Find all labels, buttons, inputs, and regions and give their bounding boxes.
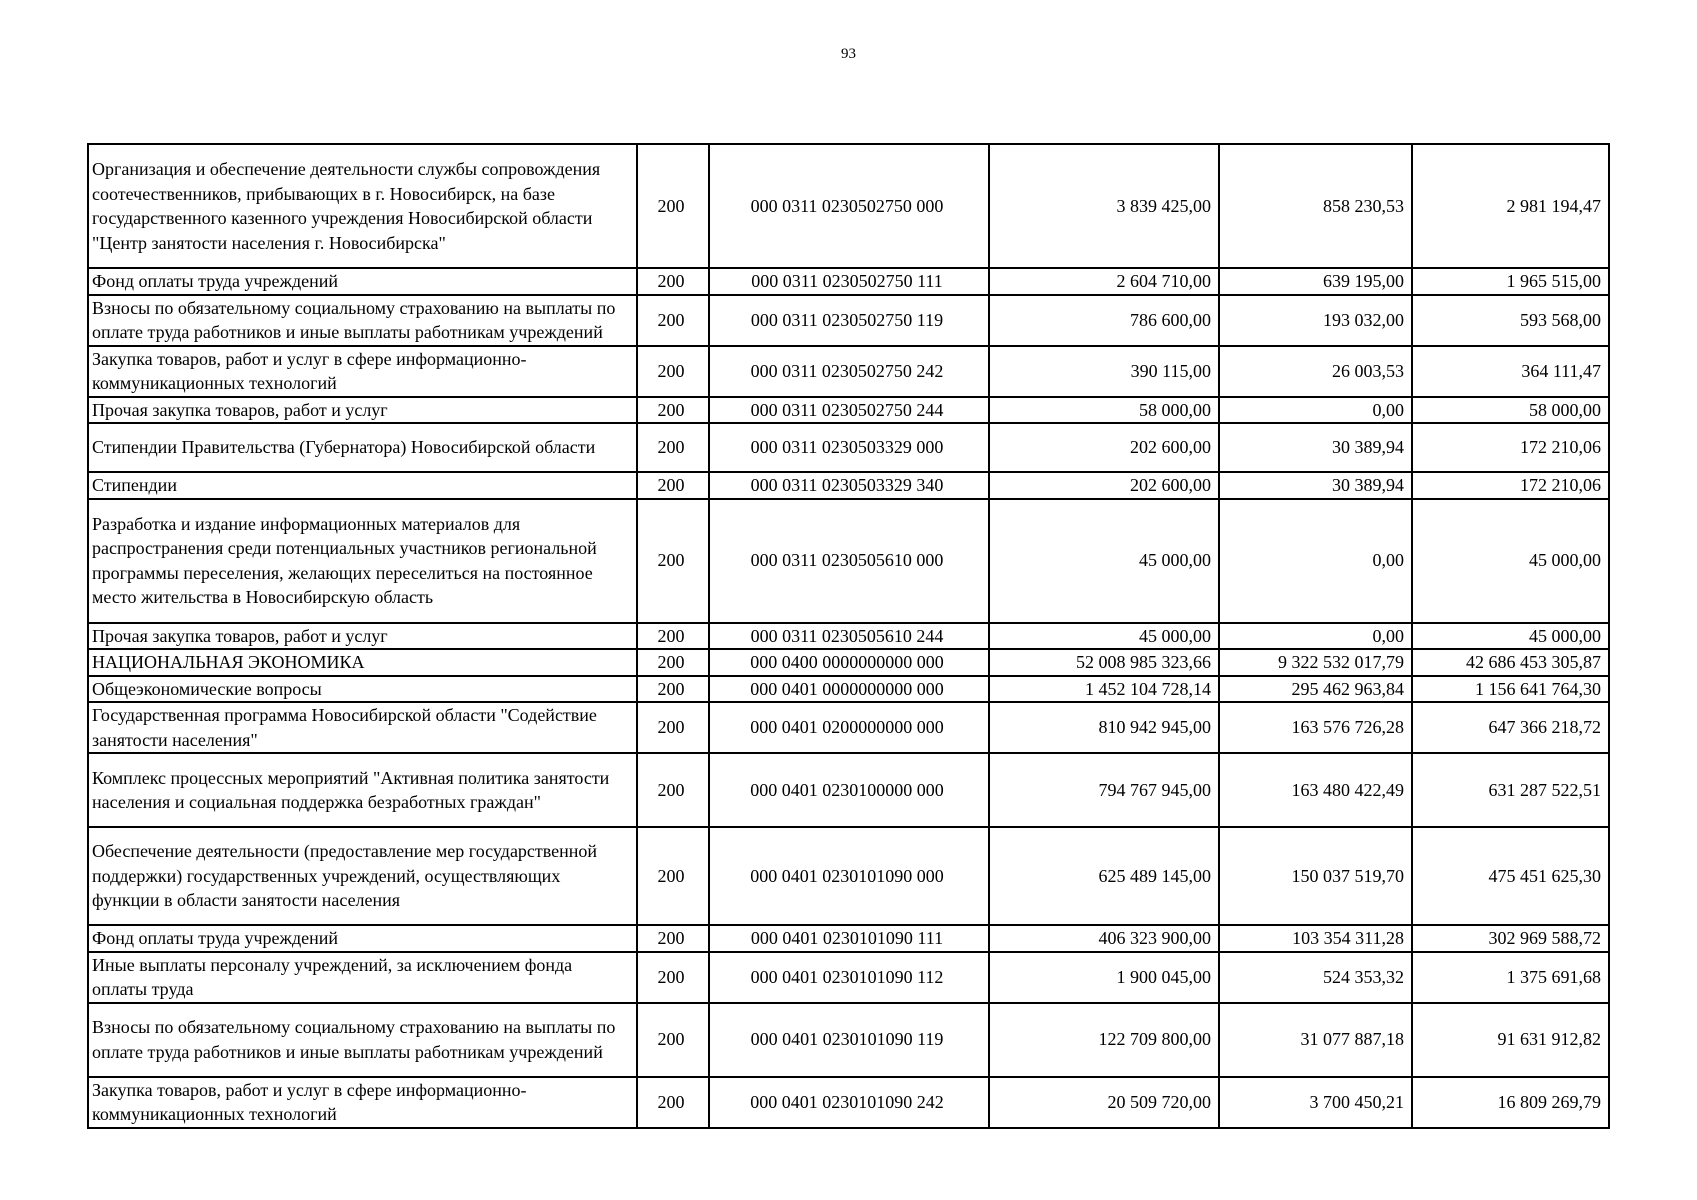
row-kbk: 000 0401 0230101090 119 bbox=[709, 1003, 989, 1077]
row-executed: 3 700 450,21 bbox=[1219, 1077, 1412, 1128]
table-row bbox=[88, 423, 1609, 472]
row-executed: 524 353,32 bbox=[1219, 952, 1412, 1003]
row-executed: 103 354 311,28 bbox=[1219, 925, 1412, 952]
row-name: Стипендии bbox=[88, 472, 637, 499]
row-kbk: 000 0311 0230505610 000 bbox=[709, 499, 989, 623]
row-approved: 122 709 800,00 bbox=[989, 1003, 1219, 1077]
table-row bbox=[88, 268, 1609, 295]
row-executed: 30 389,94 bbox=[1219, 472, 1412, 499]
table-body bbox=[88, 144, 1609, 1128]
row-code: 200 bbox=[637, 952, 709, 1003]
row-unexecuted: 631 287 522,51 bbox=[1412, 753, 1609, 827]
row-code: 200 bbox=[637, 753, 709, 827]
table-row bbox=[88, 952, 1609, 1003]
row-approved: 3 839 425,00 bbox=[989, 144, 1219, 268]
row-approved: 58 000,00 bbox=[989, 397, 1219, 424]
row-unexecuted: 1 965 515,00 bbox=[1412, 268, 1609, 295]
row-code: 200 bbox=[637, 397, 709, 424]
row-unexecuted: 172 210,06 bbox=[1412, 472, 1609, 499]
row-code: 200 bbox=[637, 649, 709, 676]
row-unexecuted: 45 000,00 bbox=[1412, 623, 1609, 650]
row-executed: 639 195,00 bbox=[1219, 268, 1412, 295]
row-executed: 193 032,00 bbox=[1219, 295, 1412, 346]
row-kbk: 000 0401 0230101090 000 bbox=[709, 827, 989, 925]
row-name: Закупка товаров, работ и услуг в сфере информационно-коммуникационных технологий bbox=[88, 1077, 637, 1128]
row-kbk: 000 0401 0200000000 000 bbox=[709, 702, 989, 753]
row-executed: 163 576 726,28 bbox=[1219, 702, 1412, 753]
row-kbk: 000 0401 0000000000 000 bbox=[709, 676, 989, 703]
row-name: Взносы по обязательному социальному страхованию на выплаты по оплате труда работников и иные выплаты работникам учреждений bbox=[88, 1003, 637, 1077]
table-row bbox=[88, 144, 1609, 268]
row-name: Фонд оплаты труда учреждений bbox=[88, 268, 637, 295]
table-row bbox=[88, 346, 1609, 397]
table-row bbox=[88, 753, 1609, 827]
row-unexecuted: 45 000,00 bbox=[1412, 499, 1609, 623]
row-executed: 30 389,94 bbox=[1219, 423, 1412, 472]
row-executed: 9 322 532 017,79 bbox=[1219, 649, 1412, 676]
row-approved: 20 509 720,00 bbox=[989, 1077, 1219, 1128]
row-executed: 163 480 422,49 bbox=[1219, 753, 1412, 827]
budget-table bbox=[87, 143, 1610, 1129]
row-unexecuted: 475 451 625,30 bbox=[1412, 827, 1609, 925]
row-code: 200 bbox=[637, 925, 709, 952]
row-unexecuted: 2 981 194,47 bbox=[1412, 144, 1609, 268]
row-approved: 810 942 945,00 bbox=[989, 702, 1219, 753]
row-approved: 52 008 985 323,66 bbox=[989, 649, 1219, 676]
row-kbk: 000 0311 0230503329 000 bbox=[709, 423, 989, 472]
page-number: 93 bbox=[841, 46, 856, 62]
row-name: Закупка товаров, работ и услуг в сфере информационно-коммуникационных технологий bbox=[88, 346, 637, 397]
row-unexecuted: 172 210,06 bbox=[1412, 423, 1609, 472]
row-approved: 390 115,00 bbox=[989, 346, 1219, 397]
row-code: 200 bbox=[637, 676, 709, 703]
row-unexecuted: 647 366 218,72 bbox=[1412, 702, 1609, 753]
row-name: Общеэкономические вопросы bbox=[88, 676, 637, 703]
row-approved: 202 600,00 bbox=[989, 423, 1219, 472]
row-approved: 2 604 710,00 bbox=[989, 268, 1219, 295]
row-executed: 26 003,53 bbox=[1219, 346, 1412, 397]
table-row bbox=[88, 623, 1609, 650]
row-unexecuted: 16 809 269,79 bbox=[1412, 1077, 1609, 1128]
row-executed: 0,00 bbox=[1219, 397, 1412, 424]
row-unexecuted: 58 000,00 bbox=[1412, 397, 1609, 424]
row-unexecuted: 593 568,00 bbox=[1412, 295, 1609, 346]
row-executed: 31 077 887,18 bbox=[1219, 1003, 1412, 1077]
row-code: 200 bbox=[637, 623, 709, 650]
row-code: 200 bbox=[637, 472, 709, 499]
row-approved: 625 489 145,00 bbox=[989, 827, 1219, 925]
row-kbk: 000 0311 0230505610 244 bbox=[709, 623, 989, 650]
row-approved: 794 767 945,00 bbox=[989, 753, 1219, 827]
row-kbk: 000 0311 0230502750 119 bbox=[709, 295, 989, 346]
table-row bbox=[88, 702, 1609, 753]
row-name: Взносы по обязательному социальному страхованию на выплаты по оплате труда работников и иные выплаты работникам учреждений bbox=[88, 295, 637, 346]
row-code: 200 bbox=[637, 144, 709, 268]
table-row bbox=[88, 295, 1609, 346]
row-name: Государственная программа Новосибирской области "Содействие занятости населения" bbox=[88, 702, 637, 753]
row-code: 200 bbox=[637, 702, 709, 753]
row-name: Стипендии Правительства (Губернатора) Новосибирской области bbox=[88, 423, 637, 472]
row-kbk: 000 0401 0230101090 111 bbox=[709, 925, 989, 952]
row-unexecuted: 91 631 912,82 bbox=[1412, 1003, 1609, 1077]
row-kbk: 000 0401 0230101090 242 bbox=[709, 1077, 989, 1128]
table-row bbox=[88, 499, 1609, 623]
row-executed: 295 462 963,84 bbox=[1219, 676, 1412, 703]
table-row bbox=[88, 1077, 1609, 1128]
row-name: Организация и обеспечение деятельности службы сопровождения соотечественников, прибывающих в г. Новосибирск, на базе государственного казенного учреждения Новосибирской области "Центр занятости населения г. Новосибирска" bbox=[88, 144, 637, 268]
row-unexecuted: 302 969 588,72 bbox=[1412, 925, 1609, 952]
row-code: 200 bbox=[637, 827, 709, 925]
row-name: НАЦИОНАЛЬНАЯ ЭКОНОМИКА bbox=[88, 649, 637, 676]
row-kbk: 000 0311 0230502750 242 bbox=[709, 346, 989, 397]
row-executed: 0,00 bbox=[1219, 623, 1412, 650]
row-unexecuted: 1 375 691,68 bbox=[1412, 952, 1609, 1003]
row-executed: 858 230,53 bbox=[1219, 144, 1412, 268]
row-code: 200 bbox=[637, 499, 709, 623]
row-name: Прочая закупка товаров, работ и услуг bbox=[88, 397, 637, 424]
row-kbk: 000 0311 0230502750 244 bbox=[709, 397, 989, 424]
row-code: 200 bbox=[637, 295, 709, 346]
row-name: Прочая закупка товаров, работ и услуг bbox=[88, 623, 637, 650]
row-approved: 45 000,00 bbox=[989, 623, 1219, 650]
row-executed: 0,00 bbox=[1219, 499, 1412, 623]
table-row bbox=[88, 397, 1609, 424]
row-code: 200 bbox=[637, 346, 709, 397]
row-code: 200 bbox=[637, 1077, 709, 1128]
table-row bbox=[88, 649, 1609, 676]
row-kbk: 000 0311 0230503329 340 bbox=[709, 472, 989, 499]
row-name: Обеспечение деятельности (предоставление мер государственной поддержки) государственных учреждений, осуществляющих функции в области занятости населения bbox=[88, 827, 637, 925]
row-code: 200 bbox=[637, 423, 709, 472]
row-name: Иные выплаты персоналу учреждений, за исключением фонда оплаты труда bbox=[88, 952, 637, 1003]
row-approved: 202 600,00 bbox=[989, 472, 1219, 499]
row-kbk: 000 0311 0230502750 111 bbox=[709, 268, 989, 295]
row-unexecuted: 1 156 641 764,30 bbox=[1412, 676, 1609, 703]
row-approved: 786 600,00 bbox=[989, 295, 1219, 346]
table-row bbox=[88, 1003, 1609, 1077]
row-unexecuted: 364 111,47 bbox=[1412, 346, 1609, 397]
row-name: Комплекс процессных мероприятий "Активная политика занятости населения и социальная поддержка безработных граждан" bbox=[88, 753, 637, 827]
table-row bbox=[88, 676, 1609, 703]
row-code: 200 bbox=[637, 1003, 709, 1077]
row-approved: 406 323 900,00 bbox=[989, 925, 1219, 952]
row-approved: 1 452 104 728,14 bbox=[989, 676, 1219, 703]
row-kbk: 000 0401 0230100000 000 bbox=[709, 753, 989, 827]
row-kbk: 000 0400 0000000000 000 bbox=[709, 649, 989, 676]
row-code: 200 bbox=[637, 268, 709, 295]
row-kbk: 000 0311 0230502750 000 bbox=[709, 144, 989, 268]
table-row bbox=[88, 827, 1609, 925]
row-executed: 150 037 519,70 bbox=[1219, 827, 1412, 925]
row-approved: 45 000,00 bbox=[989, 499, 1219, 623]
table-row bbox=[88, 472, 1609, 499]
row-kbk: 000 0401 0230101090 112 bbox=[709, 952, 989, 1003]
table-row bbox=[88, 925, 1609, 952]
row-name: Фонд оплаты труда учреждений bbox=[88, 925, 637, 952]
row-approved: 1 900 045,00 bbox=[989, 952, 1219, 1003]
row-unexecuted: 42 686 453 305,87 bbox=[1412, 649, 1609, 676]
row-name: Разработка и издание информационных материалов для распространения среди потенциальных участников региональной программы переселения, желающих переселиться на постоянное место жительства в Новосибирскую область bbox=[88, 499, 637, 623]
